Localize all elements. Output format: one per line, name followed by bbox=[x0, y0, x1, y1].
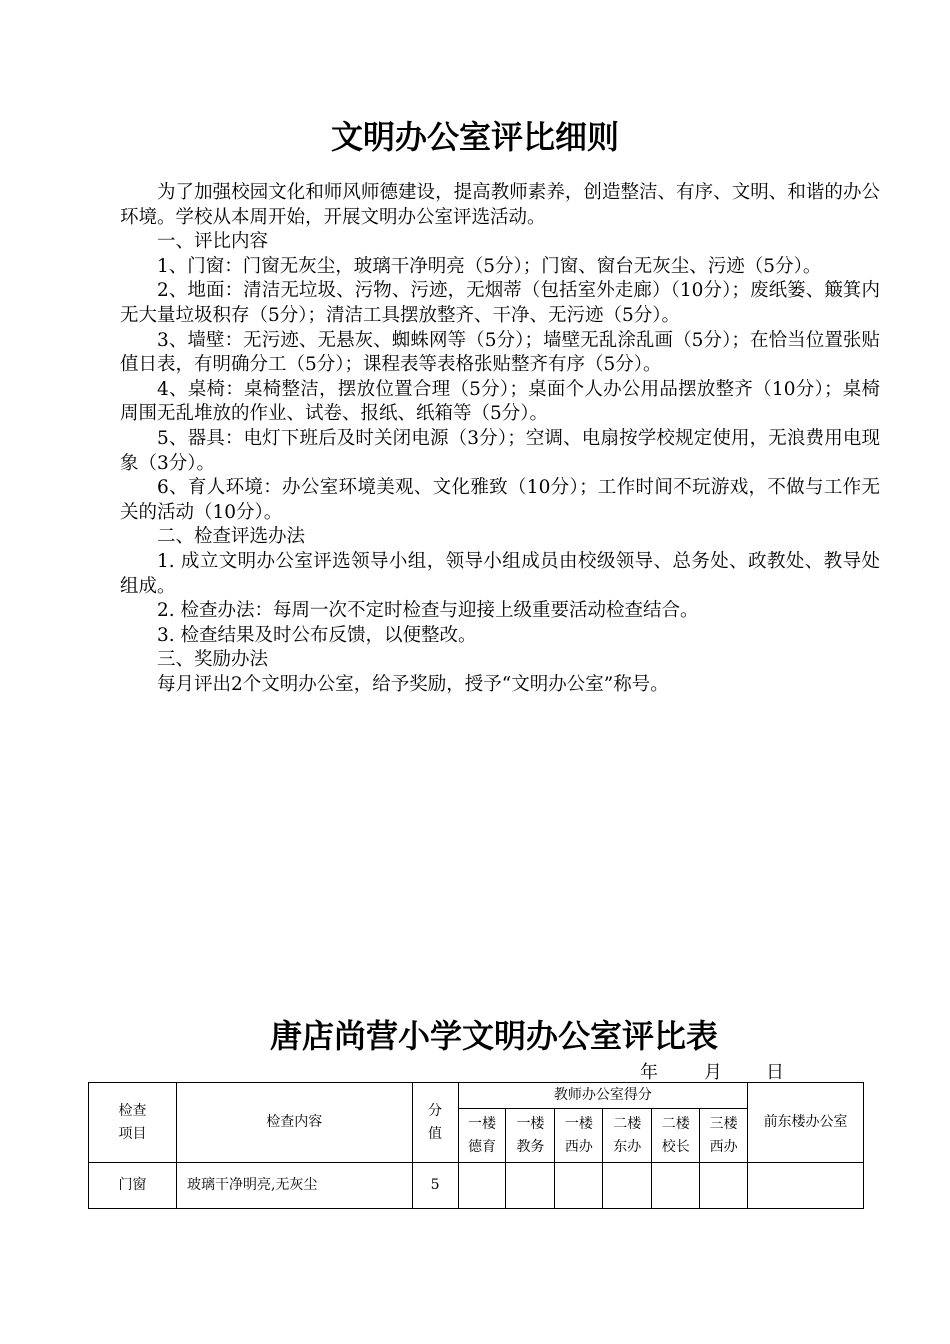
page-title: 文明办公室评比细则 bbox=[330, 118, 619, 156]
header-item: 检查项目 bbox=[89, 1083, 177, 1163]
intro-paragraph: 为了加强校园文化和师风师德建设，提高教师素养，创造整洁、有序、文明、和谐的办公环境。学校从本周开始，开展文明办公室评选活动。 bbox=[120, 182, 880, 228]
score-cell bbox=[555, 1163, 603, 1209]
header-content: 检查内容 bbox=[176, 1083, 412, 1163]
header-office: 一楼 西办 bbox=[555, 1109, 603, 1163]
table-title: 唐店尚营小学文明办公室评比表 bbox=[269, 1017, 718, 1055]
award-paragraph: 每月评出2个文明办公室，给予奖励，授予“文明办公室”称号。 bbox=[157, 673, 669, 695]
score-cell-front bbox=[748, 1163, 864, 1209]
header-office: 一楼 教务 bbox=[506, 1109, 555, 1163]
header-front-office: 前东楼办公室 bbox=[748, 1083, 864, 1163]
rule-item: 3、墙壁：无污迹、无悬灰、蜘蛛网等（5分）；墙壁无乱涂乱画（5分）；在恰当位置张贴值日表，有明确分工（5分）；课程表等表格张贴整齐有序（5分）。 bbox=[120, 329, 880, 376]
rule-item: 4、桌椅：桌椅整洁，摆放位置合理（5分）；桌面个人办公用品摆放整齐（10分）；桌椅周围无乱堆放的作业、试卷、报纸、纸箱等（5分）。 bbox=[120, 378, 880, 425]
header-score: 分值 bbox=[412, 1083, 458, 1163]
score-cell bbox=[700, 1163, 748, 1209]
score-cell bbox=[652, 1163, 700, 1209]
section-heading: 二、检查评选办法 bbox=[157, 526, 306, 548]
rules-body bbox=[120, 181, 880, 697]
header-office: 一楼 德育 bbox=[458, 1109, 506, 1163]
rule-item: 5、器具：电灯下班后及时关闭电源（3分）；空调、电扇按学校规定使用，无浪费用电现象（3分）。 bbox=[120, 427, 880, 474]
score-cell bbox=[506, 1163, 555, 1209]
header-office: 三楼 西办 bbox=[700, 1109, 748, 1163]
header-office-group: 教师办公室得分 bbox=[458, 1083, 748, 1109]
rule-item: 6、育人环境：办公室环境美观、文化雅致（10分）；工作时间不玩游戏，不做与工作无关的活动（10分）。 bbox=[120, 477, 880, 523]
date-line bbox=[640, 1058, 784, 1084]
method-item: 3. 检查结果及时公布反馈，以便整改。 bbox=[157, 624, 477, 646]
method-item: 1. 成立文明办公室评选领导小组，领导小组成员由校级领导、总务处、政教处、教导处组成。 bbox=[120, 550, 880, 597]
rule-item: 1、门窗：门窗无灰尘，玻璃干净明亮（5分）；门窗、窗台无灰尘、污迹（5分）。 bbox=[157, 255, 822, 277]
score-cell bbox=[458, 1163, 506, 1209]
table-row bbox=[89, 1163, 864, 1209]
rule-item: 2、地面：清洁无垃圾、污物、污迹，无烟蒂（包括室外走廊）（10分）；废纸篓、簸箕内无大量垃圾积存（5分）；清洁工具摆放整齐、干净、无污迹（5分）。 bbox=[120, 280, 880, 326]
row-score: 5 bbox=[412, 1163, 458, 1209]
row-content: 玻璃干净明亮,无灰尘 bbox=[176, 1163, 412, 1209]
date-month: 月 bbox=[704, 1062, 722, 1083]
score-cell bbox=[603, 1163, 652, 1209]
section-heading: 三、奖励办法 bbox=[157, 649, 269, 671]
date-year: 年 bbox=[640, 1062, 658, 1083]
section-heading: 一、评比内容 bbox=[157, 231, 269, 253]
method-item: 2. 检查办法：每周一次不定时检查与迎接上级重要活动检查结合。 bbox=[157, 600, 699, 622]
header-office: 二楼 东办 bbox=[603, 1109, 652, 1163]
header-office: 二楼 校长 bbox=[652, 1109, 700, 1163]
score-table bbox=[88, 1082, 864, 1209]
row-item: 门窗 bbox=[89, 1163, 177, 1209]
date-day: 日 bbox=[766, 1062, 784, 1083]
